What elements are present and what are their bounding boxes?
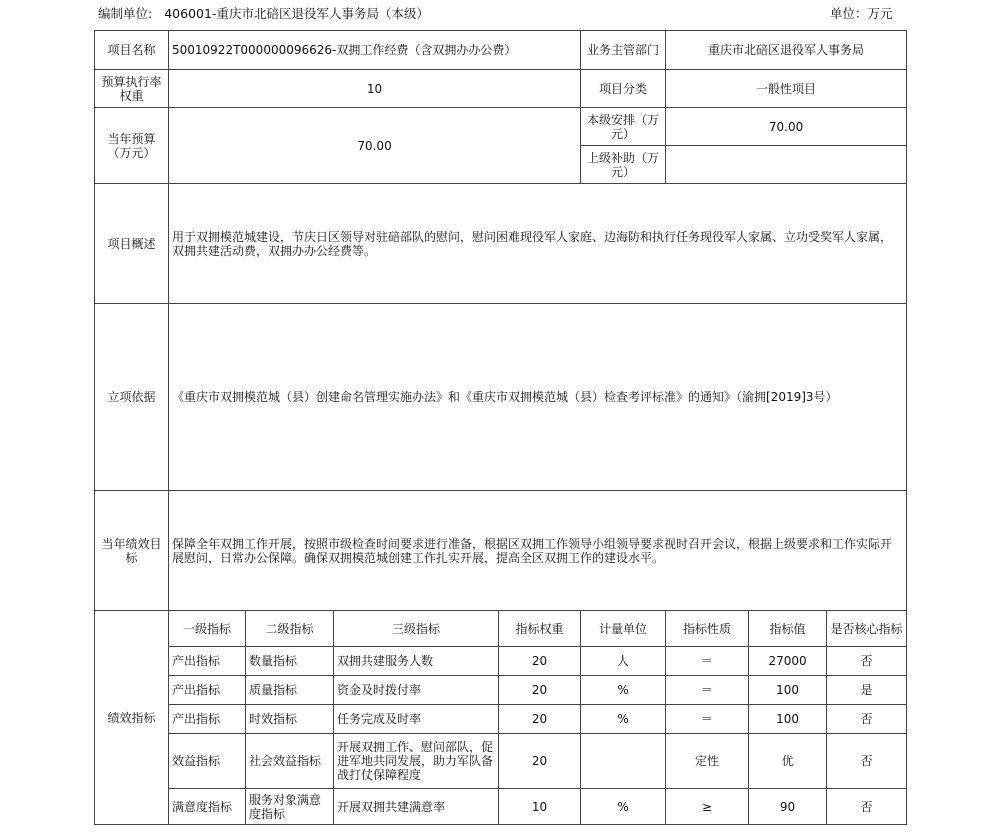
goal-value: 保障全年双拥工作开展，按照市级检查时间要求进行准备，根据区双拥工作领导小组领导要求视时召开会议，根据上级要求和工作实际开展慰问，日常办公保障。确保双拥模范城创建工作扎实开展，提高全区双拥工作的建设水平。: [169, 491, 907, 611]
indicator-core: 否: [827, 647, 907, 676]
budget-label: 当年预算（万元）: [95, 108, 169, 184]
indicator-level1: 产出指标: [169, 676, 246, 705]
indicator-level3: 开展双拥工作、慰问部队，促进军地共同发展，助力军队备战打仗保障程度: [334, 734, 499, 789]
indicator-core: 否: [827, 705, 907, 734]
basis-label: 立项依据: [95, 304, 169, 491]
project-performance-table: [94, 30, 907, 825]
indicator-weight: 20: [499, 676, 581, 705]
unit-label: 编制单位:: [98, 6, 153, 21]
row-basis: [95, 304, 907, 491]
indicator-level1: 满意度指标: [169, 789, 246, 825]
basis-value: 《重庆市双拥模范城（县）创建命名管理实施办法》和《重庆市双拥模范城（县）检查考评标准》的通知》（渝拥[2019]3号）: [169, 304, 907, 491]
project-name-label: 项目名称: [95, 31, 169, 70]
local-budget-label: 本级安排（万元）: [581, 108, 666, 146]
currency-unit: 单位：万元: [830, 6, 893, 21]
row-weight: [95, 70, 907, 108]
overview-label: 项目概述: [95, 184, 169, 304]
indicator-core: 是: [827, 676, 907, 705]
indicator-level3: 任务完成及时率: [334, 705, 499, 734]
indicator-row: [95, 705, 907, 734]
upper-subsidy-value: [666, 146, 907, 184]
indicator-level1: 产出指标: [169, 647, 246, 676]
goal-label: 当年绩效目标: [95, 491, 169, 611]
indicator-level3: 双拥共建服务人数: [334, 647, 499, 676]
column-header: 指标值: [749, 611, 827, 647]
row-budget: [95, 108, 907, 146]
upper-subsidy-label: 上级补助（万元）: [581, 146, 666, 184]
indicator-level3: 资金及时拨付率: [334, 676, 499, 705]
indicator-weight: 20: [499, 647, 581, 676]
column-header: 三级指标: [334, 611, 499, 647]
row-goal: [95, 491, 907, 611]
category-value: 一般性项目: [666, 70, 907, 108]
overview-value: 用于双拥模范城建设，节庆日区领导对驻碚部队的慰问，慰问困难现役军人家庭、边海防和执行任务现役军人家属、立功受奖军人家属，双拥共建活动费，双拥办办公经费等。: [169, 184, 907, 304]
indicator-level1: 效益指标: [169, 734, 246, 789]
indicators-section-label: 绩效指标: [95, 611, 169, 825]
category-label: 项目分类: [581, 70, 666, 108]
indicator-unit: 人: [581, 647, 666, 676]
column-header: 指标性质: [666, 611, 749, 647]
indicator-row: [95, 647, 907, 676]
indicator-nature: ＝: [666, 647, 749, 676]
indicator-value: 27000: [749, 647, 827, 676]
row-overview: [95, 184, 907, 304]
unit-value: 406001-重庆市北碚区退役军人事务局（本级）: [164, 6, 429, 21]
indicator-row: [95, 789, 907, 825]
indicator-core: 否: [827, 734, 907, 789]
indicator-level2: 质量指标: [246, 676, 334, 705]
row-project-name: [95, 31, 907, 70]
indicator-nature: ＝: [666, 676, 749, 705]
dept-value: 重庆市北碚区退役军人事务局: [666, 31, 907, 70]
column-header: 一级指标: [169, 611, 246, 647]
indicator-level2: 数量指标: [246, 647, 334, 676]
indicator-header-row: [95, 611, 907, 647]
indicator-level2: 服务对象满意度指标: [246, 789, 334, 825]
indicator-level2: 时效指标: [246, 705, 334, 734]
weight-label: 预算执行率权重: [95, 70, 169, 108]
indicator-core: 否: [827, 789, 907, 825]
indicator-level2: 社会效益指标: [246, 734, 334, 789]
indicator-unit: [581, 734, 666, 789]
report-header-unit: [98, 4, 429, 22]
indicator-nature: ＝: [666, 705, 749, 734]
indicator-unit: %: [581, 676, 666, 705]
column-header: 二级指标: [246, 611, 334, 647]
column-header: 是否核心指标: [827, 611, 907, 647]
budget-value: 70.00: [169, 108, 581, 184]
indicator-value: 优: [749, 734, 827, 789]
dept-label: 业务主管部门: [581, 31, 666, 70]
indicator-nature: ≥: [666, 789, 749, 825]
column-header: 计量单位: [581, 611, 666, 647]
indicator-weight: 20: [499, 734, 581, 789]
indicator-nature: 定性: [666, 734, 749, 789]
indicator-row: [95, 676, 907, 705]
indicator-value: 90: [749, 789, 827, 825]
indicator-level3: 开展双拥共建满意率: [334, 789, 499, 825]
indicator-unit: %: [581, 789, 666, 825]
indicator-row: [95, 734, 907, 789]
weight-value: 10: [169, 70, 581, 108]
project-name-value: 50010922T000000096626-双拥工作经费（含双拥办办公费）: [169, 31, 581, 70]
local-budget-value: 70.00: [666, 108, 907, 146]
indicator-weight: 20: [499, 705, 581, 734]
indicator-value: 100: [749, 676, 827, 705]
indicator-value: 100: [749, 705, 827, 734]
indicator-weight: 10: [499, 789, 581, 825]
indicator-unit: %: [581, 705, 666, 734]
column-header: 指标权重: [499, 611, 581, 647]
indicator-level1: 产出指标: [169, 705, 246, 734]
